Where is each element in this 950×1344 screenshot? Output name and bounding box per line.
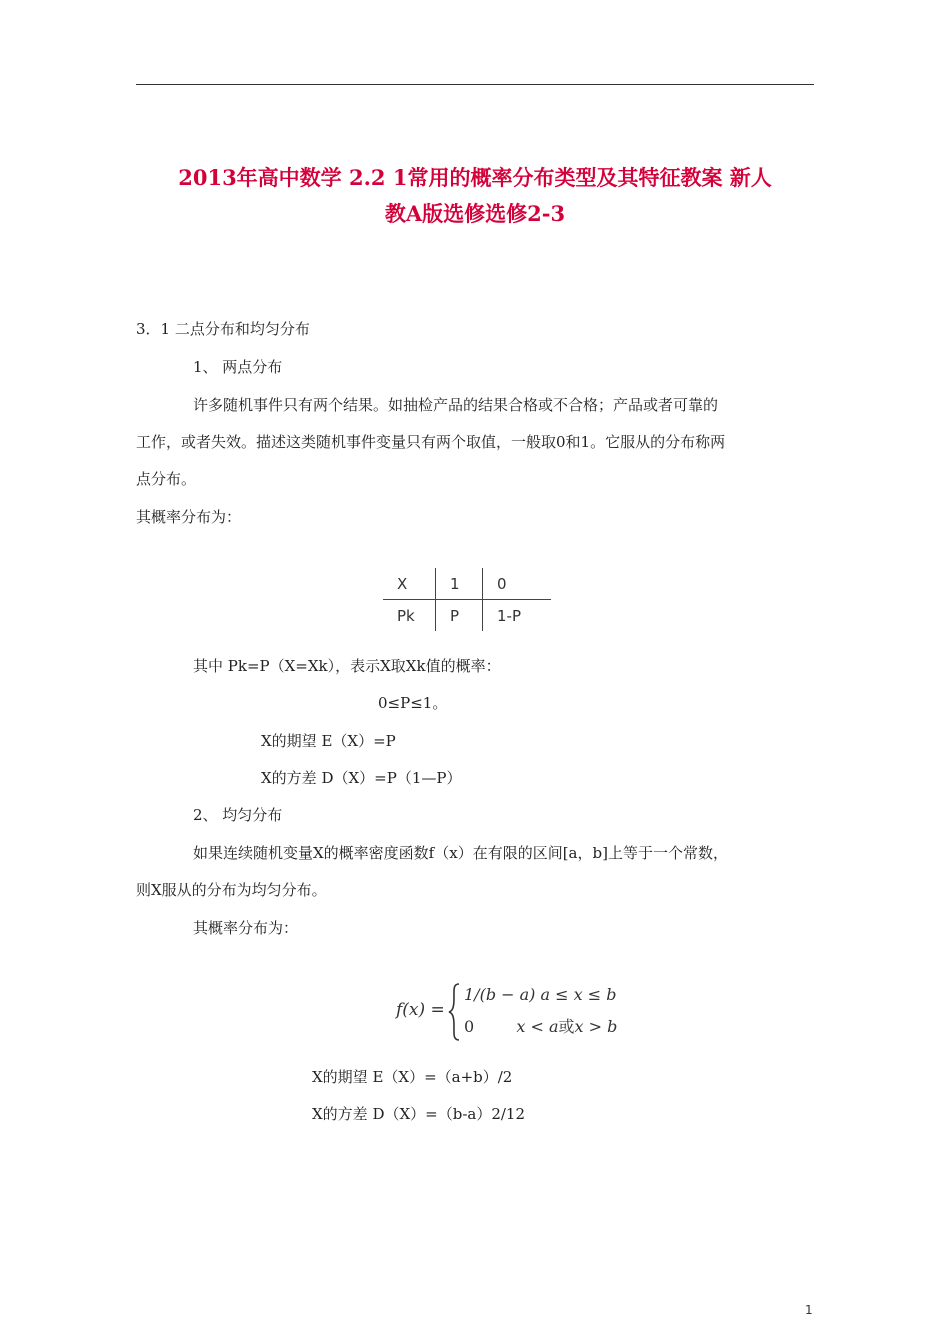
uniform-paragraph-line-1: 如果连续随机变量X的概率密度函数f（x）在有限的区间[a，b]上等于一个常数， [193, 844, 728, 862]
two-point-variance: X的方差 D（X）=P（1—P） [261, 769, 462, 787]
two-point-heading: 1、 两点分布 [193, 358, 283, 376]
document-title-line-2: 教A版选修选修2-3 [384, 201, 566, 226]
table-cell: 1 [436, 568, 483, 600]
header-rule [136, 84, 814, 85]
two-point-distribution-label: 其概率分布为： [136, 508, 242, 526]
uniform-heading: 2、 均匀分布 [193, 806, 283, 824]
table-row [383, 568, 551, 600]
section-heading: 3．1 二点分布和均匀分布 [136, 320, 310, 338]
formula-case-2-value: 0 [464, 1017, 475, 1036]
uniform-expectation: X的期望 E（X）=（a+b）/2 [312, 1068, 513, 1086]
table-cell: 1-P [483, 600, 552, 632]
table-row [383, 600, 551, 632]
uniform-distribution-label: 其概率分布为： [193, 919, 299, 937]
uniform-variance: X的方差 D（X）=（b-a）2/12 [312, 1105, 526, 1123]
formula-case-2-or: 或 [558, 1017, 575, 1036]
probability-note: 其中 Pk=P（X=Xk），表示X取Xk值的概率： [193, 657, 501, 675]
table-cell: X [383, 568, 436, 600]
two-point-distribution-table [383, 568, 551, 631]
probability-constraint: 0≤P≤1。 [378, 694, 448, 712]
formula-case-2-cond-b: x > b [574, 1017, 618, 1036]
uniform-density-formula [396, 982, 626, 1042]
two-point-paragraph-line-2: 工作，或者失效。描述这类随机事件变量只有两个取值，一般取0和1。它服从的分布称两 [136, 433, 726, 451]
table-cell: Pk [397, 606, 415, 625]
uniform-paragraph-line-2: 则X服从的分布为均匀分布。 [136, 881, 327, 899]
two-point-paragraph-line-3: 点分布。 [136, 470, 197, 488]
formula-case-2 [464, 1014, 617, 1037]
table-cell: P [436, 600, 483, 632]
formula-case-1: 1/(b − a) a ≤ x ≤ b [464, 985, 617, 1004]
table-cell: 0 [483, 568, 552, 600]
document-title-line-1: 2013年高中数学 2.2 1常用的概率分布类型及其特征教案 新人 [178, 165, 772, 190]
two-point-paragraph-line-1: 许多随机事件只有两个结果。如抽检产品的结果合格或不合格；产品或者可靠的 [193, 396, 719, 414]
left-brace-icon [448, 982, 462, 1042]
two-point-expectation: X的期望 E（X）=P [261, 732, 396, 750]
formula-lhs: f(x) = [396, 1000, 445, 1020]
formula-case-2-cond-a: x < a [516, 1017, 559, 1036]
page-number: 1 [805, 1303, 813, 1317]
